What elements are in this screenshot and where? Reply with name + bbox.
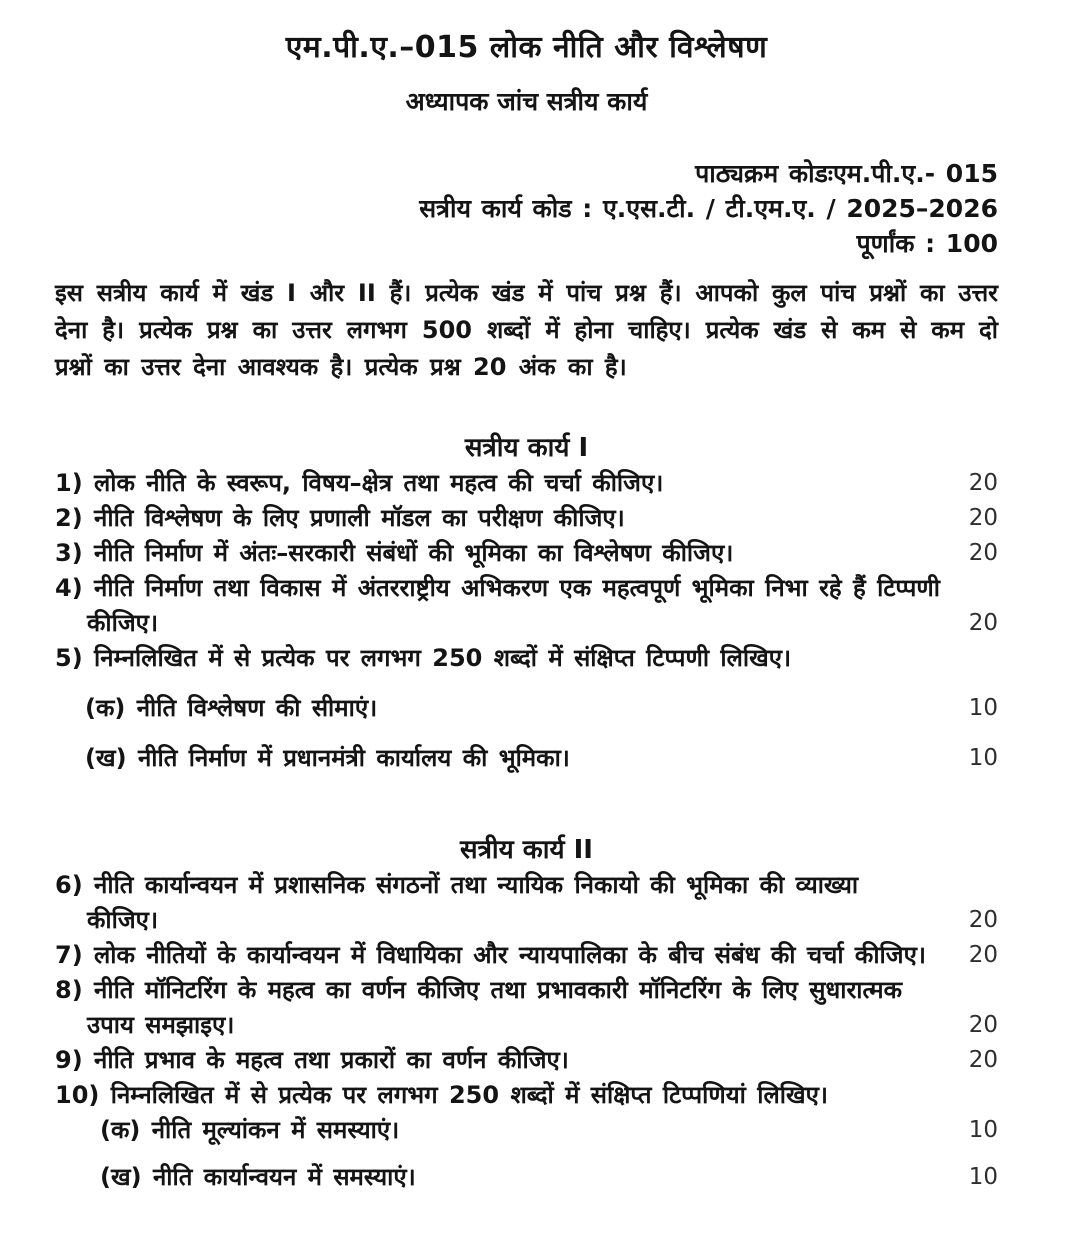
question-5a-text [85, 691, 940, 726]
question-row-7 [55, 938, 998, 973]
question-row-2 [55, 501, 998, 536]
question-5-number: 5) [55, 644, 83, 672]
question-row-9 [55, 1043, 998, 1078]
question-5b-body: नीति निर्माण में प्रधानमंत्री कार्यालय की भूमिका। [137, 744, 570, 772]
section-2-title: सत्रीय कार्य II [460, 835, 593, 865]
question-3-body: नीति निर्माण में अंतः–सरकारी संबंधों की भूमिका का विश्लेषण कीजिए। [94, 539, 734, 567]
question-5b-text [85, 741, 940, 776]
question-5a-body: नीति विश्लेषण की सीमाएं। [136, 694, 378, 722]
question-10b-label: (ख) [100, 1163, 142, 1191]
question-9-text [55, 1043, 940, 1078]
question-7-marks: 20 [968, 942, 998, 968]
question-5b-row [85, 741, 998, 776]
question-5a-marks: 10 [968, 695, 998, 721]
instructions-paragraph: इस सत्रीय कार्य में खंड I और II हैं। प्रत्येक खंड में पांच प्रश्न हैं। आपको कुल पांच प्रश्नों का उत्तर देना है। प्रत्येक प्रश्न का उत्तर लगभग 500 शब्दों में होना चाहिए। प्रत्येक खंड से कम से कम दो प्रश्नों का उत्तर देना आवश्यक है। प्रत्येक प्रश्न 20 अंक का है। [55, 279, 998, 381]
question-1-body: लोक नीति के स्वरूप, विषय–क्षेत्र तथा महत्व की चर्चा कीजिए। [94, 469, 664, 497]
document-subtitle: अध्यापक जांच सत्रीय कार्य [405, 87, 648, 116]
question-2-marks: 20 [968, 505, 998, 531]
question-row-6 [55, 868, 998, 938]
question-7-body: लोक नीतियों के कार्यान्वयन में विधायिका और न्यायपालिका के बीच संबंध की चर्चा कीजिए। [94, 941, 926, 969]
question-4-text [55, 571, 940, 641]
question-1-marks: 20 [968, 470, 998, 496]
question-10a-body: नीति मूल्यांकन में समस्याएं। [151, 1116, 400, 1144]
question-3-text [55, 536, 940, 571]
assignment-code: सत्रीय कार्य कोड : ए.एस.टी. / टी.एम.ए. / 2025–2026 [419, 194, 998, 223]
question-10-number: 10) [55, 1081, 100, 1109]
question-row-10 [55, 1078, 998, 1113]
question-row-4 [55, 571, 998, 641]
question-10-text [55, 1078, 940, 1113]
question-5a-label: (क) [85, 694, 126, 722]
question-1-number: 1) [55, 469, 83, 497]
meta-block [55, 156, 998, 261]
question-10a-marks: 10 [968, 1117, 998, 1143]
question-3-marks: 20 [968, 540, 998, 566]
total-marks: पूर्णांक : 100 [856, 229, 998, 258]
question-3-number: 3) [55, 539, 83, 567]
question-1-text [55, 466, 940, 501]
question-6-body: नीति कार्यान्वयन में प्रशासनिक संगठनों तथा न्यायिक निकायो की भूमिका की व्याख्या कीजिए। [87, 871, 859, 934]
question-10-body: निम्नलिखित में से प्रत्येक पर लगभग 250 शब्दों में संक्षिप्त टिप्पणियां लिखिए। [110, 1081, 828, 1109]
question-6-number: 6) [55, 871, 83, 899]
question-row-5 [55, 641, 998, 676]
question-8-marks: 20 [968, 1012, 998, 1038]
question-7-text [55, 938, 940, 973]
question-6-marks: 20 [968, 907, 998, 933]
question-10a-row [100, 1113, 998, 1148]
question-4-body: नीति निर्माण तथा विकास में अंतरराष्ट्रीय अभिकरण एक महत्वपूर्ण भूमिका निभा रहे हैं टिप्पणी कीजिए। [87, 574, 941, 637]
question-2-body: नीति विश्लेषण के लिए प्रणाली मॉडल का परीक्षण कीजिए। [94, 504, 625, 532]
question-8-number: 8) [55, 976, 83, 1004]
question-8-text [55, 973, 940, 1043]
document-title: एम.पी.ए.–015 लोक नीति और विश्लेषण [285, 30, 768, 65]
question-7-number: 7) [55, 941, 83, 969]
question-5-body: निम्नलिखित में से प्रत्येक पर लगभग 250 शब्दों में संक्षिप्त टिप्पणी लिखिए। [94, 644, 792, 672]
question-row-8 [55, 973, 998, 1043]
question-10b-text [100, 1160, 940, 1195]
question-row-1 [55, 466, 998, 501]
section-1-title: सत्रीय कार्य I [464, 433, 589, 463]
question-5b-label: (ख) [85, 744, 127, 772]
question-9-marks: 20 [968, 1047, 998, 1073]
question-5b-marks: 10 [968, 745, 998, 771]
question-2-text [55, 501, 940, 536]
question-4-marks: 20 [968, 610, 998, 636]
question-6-text [55, 868, 940, 938]
question-10b-marks: 10 [968, 1164, 998, 1190]
question-5a-row [85, 691, 998, 726]
question-5-text [55, 641, 940, 676]
question-10b-row [100, 1160, 998, 1195]
question-9-number: 9) [55, 1046, 83, 1074]
question-2-number: 2) [55, 504, 83, 532]
course-code: पाठ्यक्रम कोडःएम.पी.ए.- 015 [695, 159, 998, 188]
question-10a-label: (क) [100, 1116, 141, 1144]
question-4-number: 4) [55, 574, 83, 602]
question-9-body: नीति प्रभाव के महत्व तथा प्रकारों का वर्णन कीजिए। [94, 1046, 569, 1074]
question-8-body: नीति मॉनिटरिंग के महत्व का वर्णन कीजिए तथा प्रभावकारी मॉनिटरिंग के लिए सुधारात्मक उपाय समझाइए। [87, 976, 903, 1039]
question-10b-body: नीति कार्यान्वयन में समस्याएं। [152, 1163, 416, 1191]
question-10a-text [100, 1113, 940, 1148]
question-row-3 [55, 536, 998, 571]
